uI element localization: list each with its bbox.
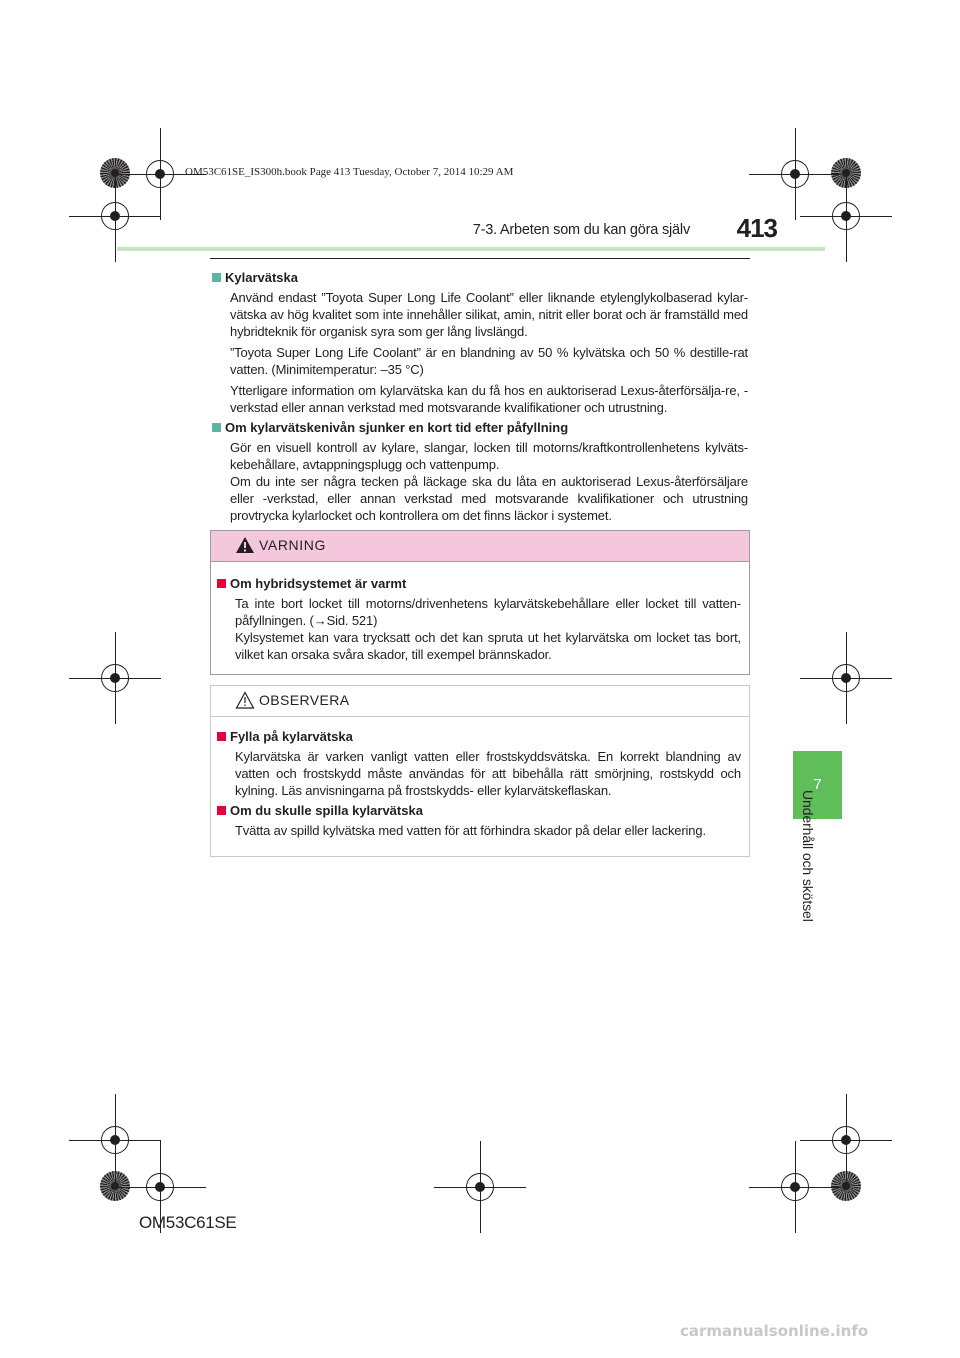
- square-bullet-icon: [217, 806, 226, 815]
- section-heading: [212, 419, 748, 436]
- chapter-tab-label-wrap: [783, 790, 833, 968]
- section-heading-text: Om kylarvätskenivån sjunker en kort tid efter påfyllning: [225, 420, 569, 435]
- warning-heading: [217, 575, 741, 592]
- page-number: 413: [736, 213, 777, 243]
- header-rule: [117, 247, 825, 251]
- arrow-right-icon: →: [313, 613, 327, 628]
- square-bullet-icon: [212, 273, 221, 282]
- chapter-tab-label: Underhåll och skötsel: [800, 790, 816, 922]
- warning-heading-text: Om hybridsystemet är varmt: [230, 576, 407, 591]
- warning-text-part: Kylsystemet kan vara trycksatt och det kan spruta ut het kylarvätska om locket tas bort, vilket kan orsaka svåra skador, till exempel brännskador.: [235, 630, 741, 662]
- notice-heading-text: Fylla på kylarvätska: [230, 729, 353, 744]
- section-level-drop: [212, 419, 748, 524]
- print-imprint: OM53C61SE_IS300h.book Page 413 Tuesday, October 7, 2014 10:29 AM: [185, 166, 514, 178]
- paragraph: Gör en visuell kontroll av kylare, slangar, locken till motorns/kraftkontrollenhetens kylväts-kebehållare, avtappningsplugg och vattenpump.: [230, 440, 748, 472]
- notice-text: Tvätta av spilld kylvätska med vatten för att förhindra skador på delar eller lackering.: [235, 823, 706, 838]
- section-heading-text: Kylarvätska: [225, 270, 298, 285]
- warning-text: [235, 595, 741, 663]
- chapter-title: 7-3. Arbeten som du kan göra själv: [472, 222, 690, 238]
- warning-triangle-icon: [235, 536, 255, 554]
- square-bullet-icon: [217, 579, 226, 588]
- paragraph: ”Toyota Super Long Life Coolant” är en blandning av 50 % kylvätska och 50 % destille-rat vatten. (Minimitemperatur: –35 °C): [230, 345, 748, 377]
- warning-text-part: Ta inte bort locket till motorns/drivenhetens kylarvätskebehållare eller locket till vatten-påfyllningen. (: [235, 596, 741, 628]
- section-heading: [212, 269, 748, 286]
- notice-header: [211, 686, 749, 717]
- paragraph: Ytterligare information om kylarvätska kan du få hos en auktoriserad Lexus-återförsälja-re, -verkstad eller annan verkstad med motsvarande kvalifikationer och utrustning.: [230, 383, 748, 415]
- warning-label: VARNING: [259, 537, 326, 553]
- warning-header: [211, 531, 749, 562]
- warning-content: [217, 575, 741, 663]
- square-bullet-icon: [217, 732, 226, 741]
- notice-heading: [217, 728, 741, 745]
- paragraph: Använd endast ”Toyota Super Long Life Coolant” eller liknande etylenglykolbaserad kylar-vätska av hög kvalitet som inte innehåller silikat, amin, nitrit eller borat och är framställd med hybridteknik för organisk syra som ger lång livslängd.: [230, 290, 748, 339]
- notice-label: OBSERVERA: [259, 692, 350, 708]
- notice-content: [217, 728, 741, 839]
- warning-box: [210, 530, 750, 675]
- paragraph: Om du inte ser några tecken på läckage ska du låta en auktoriserad Lexus-återförsäljare eller -verkstad, eller annan verkstad med motsvarande kvalifikationer och utrustning provtrycka kylarlocket och kontrollera om det finns läckor i systemet.: [230, 474, 748, 523]
- watermark: carmanualsonline.info: [680, 1322, 869, 1340]
- page-reference-link[interactable]: Sid. 521): [326, 613, 378, 628]
- manual-code: OM53C61SE: [139, 1213, 237, 1232]
- notice-heading-text: Om du skulle spilla kylarvätska: [230, 803, 423, 818]
- content-divider: [210, 258, 750, 259]
- chapter-tab[interactable]: 7: [793, 751, 842, 819]
- notice-text: Kylarvätska är varken vanligt vatten eller frostskyddsvätska. En korrekt blandning av vatten och frostskydd måste användas för att bibehålla rätt smörjning, rostskydd och kylning. Läs anvisningarna på frostskydds- eller kylarvätskeflaskan.: [235, 749, 741, 798]
- square-bullet-icon: [212, 423, 221, 432]
- notice-heading: [217, 802, 741, 819]
- notice-box: [210, 685, 750, 857]
- section-coolant: [212, 269, 748, 416]
- caution-triangle-icon: [235, 691, 255, 709]
